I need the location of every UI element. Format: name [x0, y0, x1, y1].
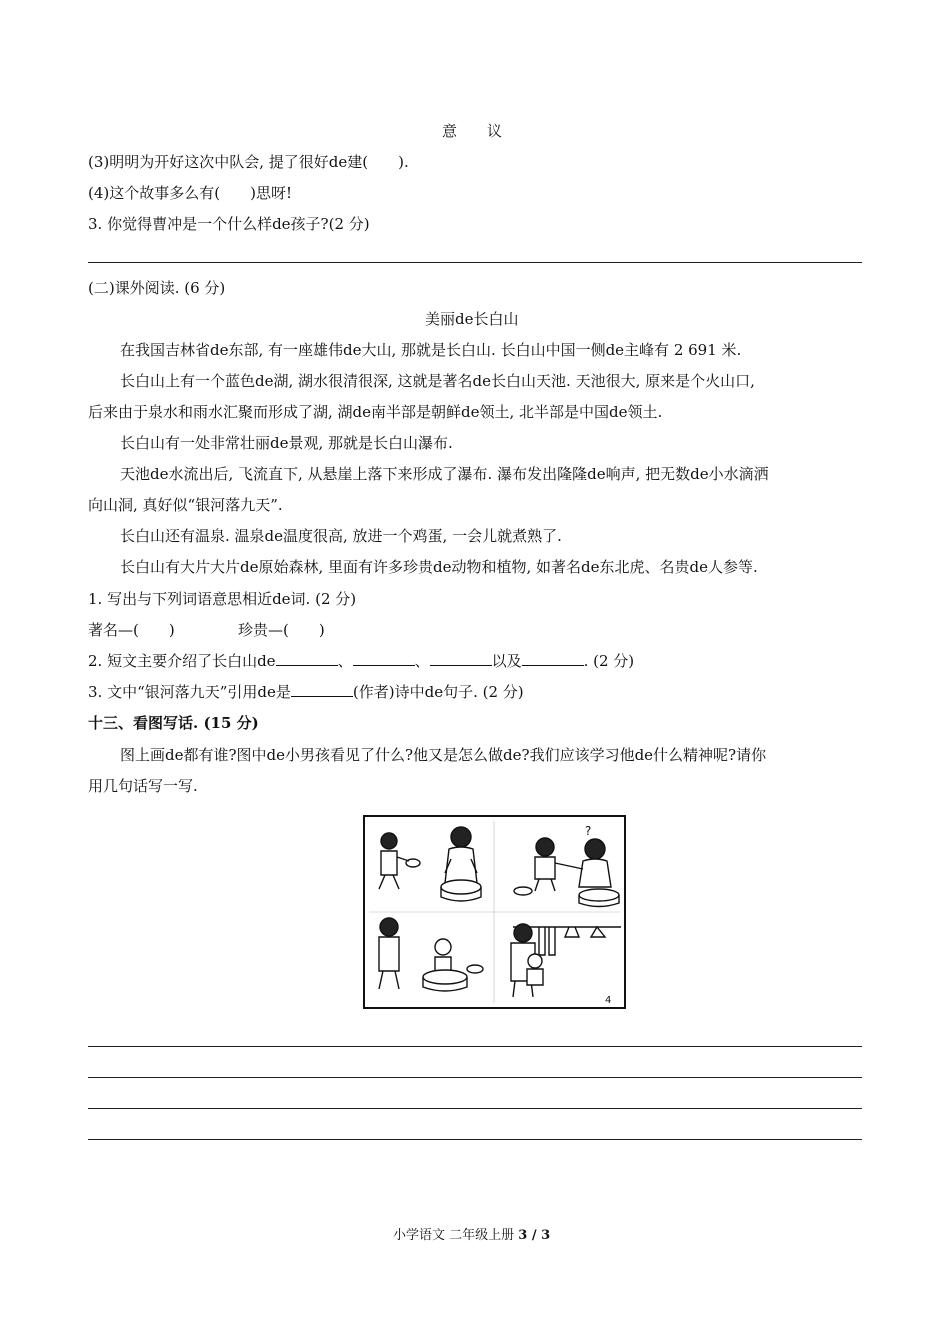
writing-line[interactable]	[88, 1108, 862, 1109]
question-3-sentence: (3)明明为开好这次中队会, 提了很好de建( ).	[88, 153, 409, 171]
section-2-heading: (二)课外阅读. (6 分)	[88, 279, 226, 297]
answer-blank[interactable]	[276, 651, 338, 666]
q2-prefix: 2. 短文主要介绍了长白山de	[88, 652, 276, 670]
reading-question-2	[88, 651, 634, 671]
passage-paragraph: 天池de水流出后, 飞流直下, 从悬崖上落下来形成了瀑布. 瀑布发出隆隆de响声, 把无数de小水滴洒	[120, 465, 769, 483]
svg-text:4: 4	[605, 995, 612, 1006]
writing-line[interactable]	[88, 1077, 862, 1078]
passage-title: 美丽de长白山	[425, 310, 519, 328]
vocab-label: 意 议	[442, 122, 503, 140]
q3-suffix: (作者)诗中de句子. (2 分)	[352, 683, 524, 701]
writing-prompt: 图上画de都有谁?图中de小男孩看见了什么?他又是怎么做de?我们应该学习他de什么精神呢?请你	[120, 746, 767, 764]
question-caochong: 3. 你觉得曹冲是一个什么样de孩子?(2 分)	[88, 215, 370, 233]
synonym-item-precious[interactable]: 珍贵—( )	[238, 621, 325, 639]
answer-blank[interactable]	[353, 651, 415, 666]
writing-line[interactable]	[88, 1046, 862, 1047]
writing-prompt: 用几句话写一写.	[88, 777, 198, 795]
page-footer	[393, 1226, 550, 1246]
page-number: 3 / 3	[518, 1228, 551, 1243]
section-13-heading: 十三、看图写话. (15 分)	[88, 714, 259, 732]
writing-line[interactable]	[88, 1139, 862, 1140]
passage-paragraph: 向山洞, 真好似“银河落九天”.	[88, 496, 283, 514]
svg-text:?: ?	[585, 824, 592, 838]
passage-paragraph: 长白山上有一个蓝色de湖, 湖水很清很深, 这就是著名de长白山天池. 天池很大, 原来是个火山口,	[120, 372, 755, 390]
q3-prefix: 3. 文中“银河落九天”引用de是	[88, 683, 291, 701]
synonym-item-famous[interactable]: 著名—( )	[88, 621, 175, 639]
answer-blank[interactable]	[430, 651, 492, 666]
reading-question-1: 1. 写出与下列词语意思相近de词. (2 分)	[88, 590, 357, 608]
passage-paragraph: 长白山有一处非常壮丽de景观, 那就是长白山瀑布.	[120, 434, 453, 452]
question-4-sentence: (4)这个故事多么有( )思呀!	[88, 184, 292, 202]
footer-label: 小学语文 二年级上册	[393, 1228, 515, 1243]
answer-line[interactable]	[88, 262, 862, 263]
answer-blank[interactable]	[522, 651, 584, 666]
separator: 、	[337, 652, 353, 670]
story-illustration	[363, 815, 626, 1009]
separator: 、	[414, 652, 430, 670]
passage-paragraph: 长白山有大片大片de原始森林, 里面有许多珍贵de动物和植物, 如著名de东北虎、名贵de人参等.	[120, 558, 758, 576]
reading-question-3	[88, 682, 524, 702]
passage-paragraph: 后来由于泉水和雨水汇聚而形成了湖, 湖de南半部是朝鲜de领土, 北半部是中国de领土.	[88, 403, 663, 421]
passage-paragraph: 长白山还有温泉. 温泉de温度很高, 放进一个鸡蛋, 一会儿就煮熟了.	[120, 527, 562, 545]
passage-paragraph: 在我国吉林省de东部, 有一座雄伟de大山, 那就是长白山. 长白山中国一侧de主峰有 2 691 米.	[120, 341, 742, 359]
answer-blank[interactable]	[291, 682, 353, 697]
q2-suffix: . (2 分)	[583, 652, 635, 670]
q2-and: 以及	[491, 652, 522, 670]
